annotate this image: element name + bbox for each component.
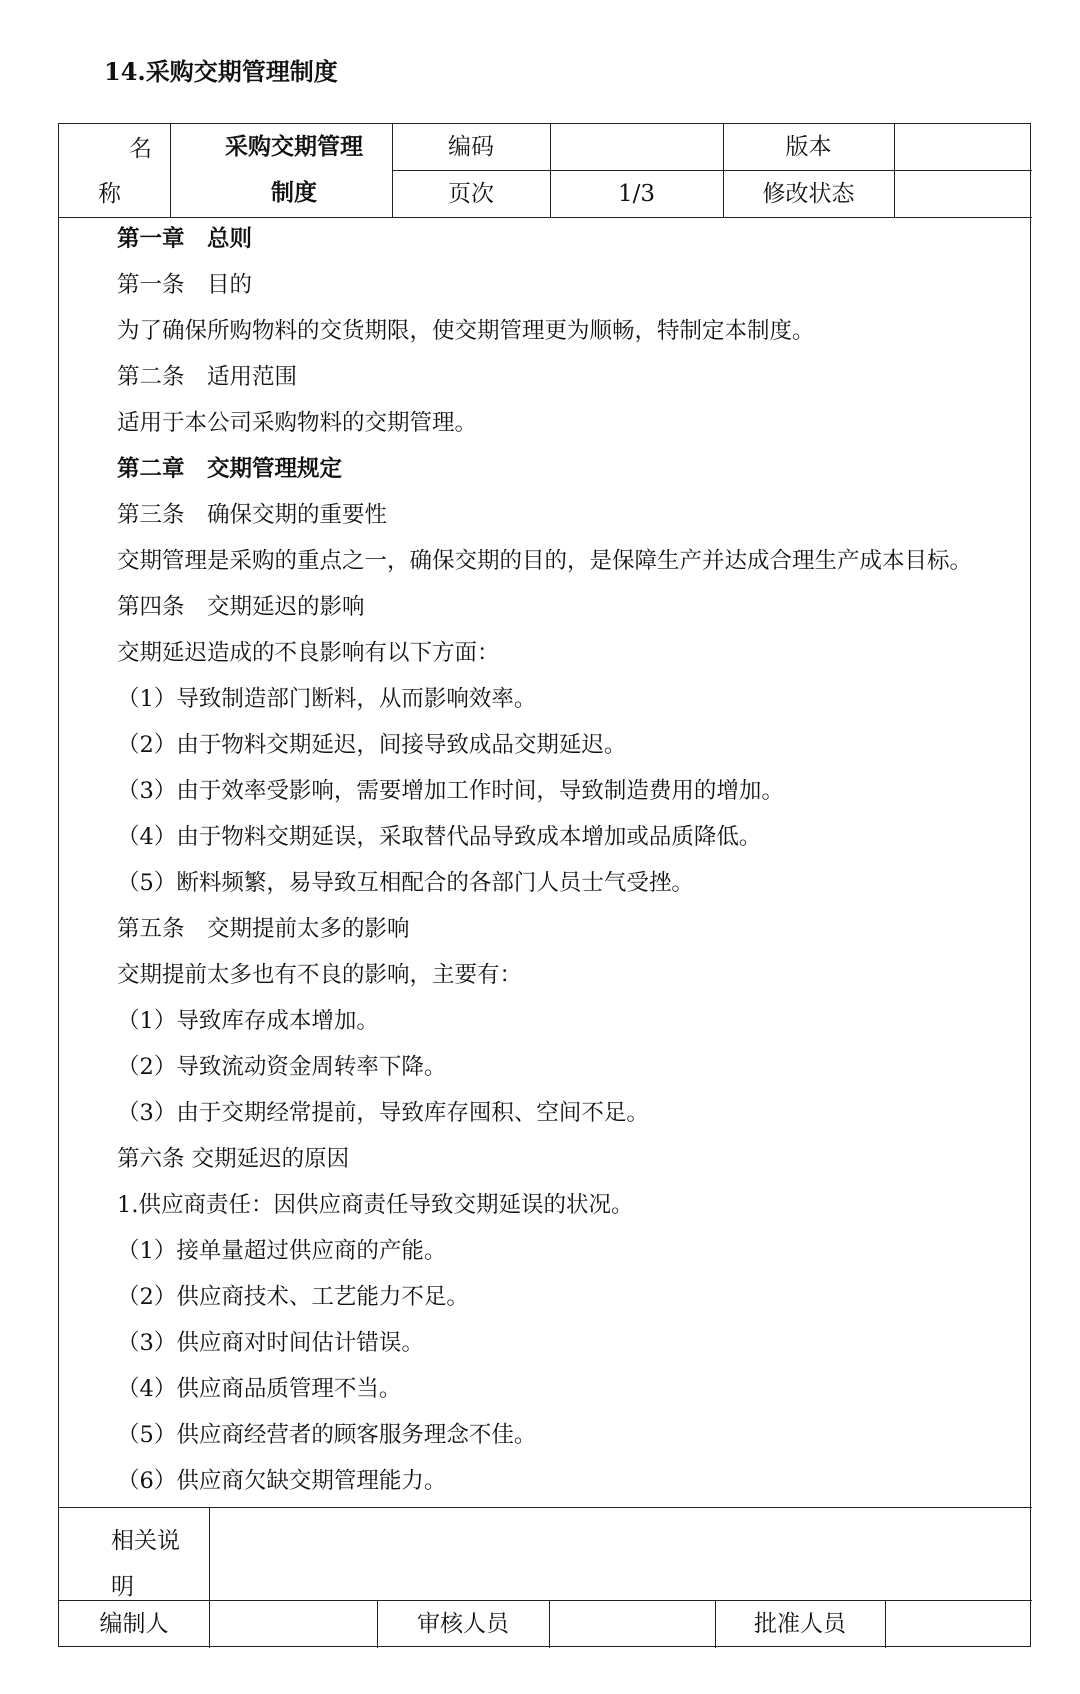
page-label: 页次 [448, 180, 494, 207]
body-line: 交期延迟造成的不良影响有以下方面： [117, 640, 500, 666]
body-line: （3）由于交期经常提前，导致库存囤积、空间不足。 [117, 1100, 649, 1126]
body-line: （1）导致库存成本增加。 [117, 1008, 379, 1034]
body-line: （2）供应商技术、工艺能力不足。 [117, 1284, 469, 1310]
code-label: 编码 [448, 134, 494, 160]
name-value-line-1: 采购交期管理 [225, 133, 363, 160]
code-value [550, 124, 723, 170]
related-notes-label-line-1: 相关说 [111, 1528, 180, 1554]
body-line: 为了确保所购物料的交货期限，使交期管理更为顺畅，特制定本制度。 [117, 318, 815, 344]
body-line: 适用于本公司采购物料的交期管理。 [117, 410, 478, 436]
reviewer-label: 审核人员 [417, 1611, 509, 1637]
name-label-char-2: 称 [98, 181, 121, 207]
body-line: （5）供应商经营者的顾客服务理念不佳。 [117, 1422, 537, 1448]
body-line: （5）断料频繁，易导致互相配合的各部门人员士气受挫。 [117, 870, 694, 896]
compiler-label: 编制人 [99, 1611, 169, 1637]
version-value [894, 124, 1032, 170]
body-line: 交期提前太多也有不良的影响，主要有： [117, 962, 523, 988]
name-value [219, 124, 369, 216]
related-notes-label-line-2: 明 [111, 1574, 134, 1600]
document-title: 14.采购交期管理制度 [104, 57, 338, 86]
regulation-body [117, 216, 1027, 1504]
related-notes-label [111, 1518, 201, 1610]
body-line: 第六条 交期延迟的原因 [117, 1146, 350, 1172]
body-line: （4）由于物料交期延误，采取替代品导致成本增加或品质降低。 [117, 824, 762, 850]
body-line: 第二章 交期管理规定 [117, 456, 343, 482]
revision-value [894, 170, 1032, 217]
version-label: 版本 [785, 134, 832, 160]
body-line: （1）导致制造部门断料，从而影响效率。 [117, 686, 537, 712]
name-value-line-2: 制度 [271, 179, 317, 206]
name-label-char-1: 名 [129, 136, 152, 162]
body-line: （2）由于物料交期延迟，间接导致成品交期延迟。 [117, 732, 627, 758]
revision-label: 修改状态 [762, 180, 855, 207]
body-line: （3）由于效率受影响，需要增加工作时间，导致制造费用的增加。 [117, 778, 784, 804]
body-line: 第一条 目的 [117, 272, 253, 298]
body-line: 第一章 总则 [117, 226, 253, 252]
body-line: （2）导致流动资金周转率下降。 [117, 1054, 447, 1080]
body-line: 第四条 交期延迟的影响 [117, 594, 365, 620]
body-line: （1）接单量超过供应商的产能。 [117, 1238, 447, 1264]
body-line: 1.供应商责任：因供应商责任导致交期延误的状况。 [117, 1192, 634, 1218]
body-line: （3）供应商对时间估计错误。 [117, 1330, 424, 1356]
reviewer-value [549, 1600, 715, 1648]
page-value: 1/3 [617, 180, 655, 207]
body-line: 第三条 确保交期的重要性 [117, 502, 388, 528]
body-line: （6）供应商欠缺交期管理能力。 [117, 1468, 447, 1494]
body-line: （4）供应商品质管理不当。 [117, 1376, 402, 1402]
compiler-value [209, 1600, 377, 1648]
header-col-divider-1 [170, 124, 171, 217]
body-line: 交期管理是采购的重点之一，确保交期的目的，是保障生产并达成合理生产成本目标。 [117, 548, 973, 574]
related-notes-value [209, 1507, 1032, 1600]
body-line: 第二条 适用范围 [117, 364, 298, 390]
regulation-form [58, 123, 1031, 1647]
approver-label: 批准人员 [754, 1611, 846, 1637]
approver-value [885, 1600, 1032, 1648]
body-line: 第五条 交期提前太多的影响 [117, 916, 410, 942]
